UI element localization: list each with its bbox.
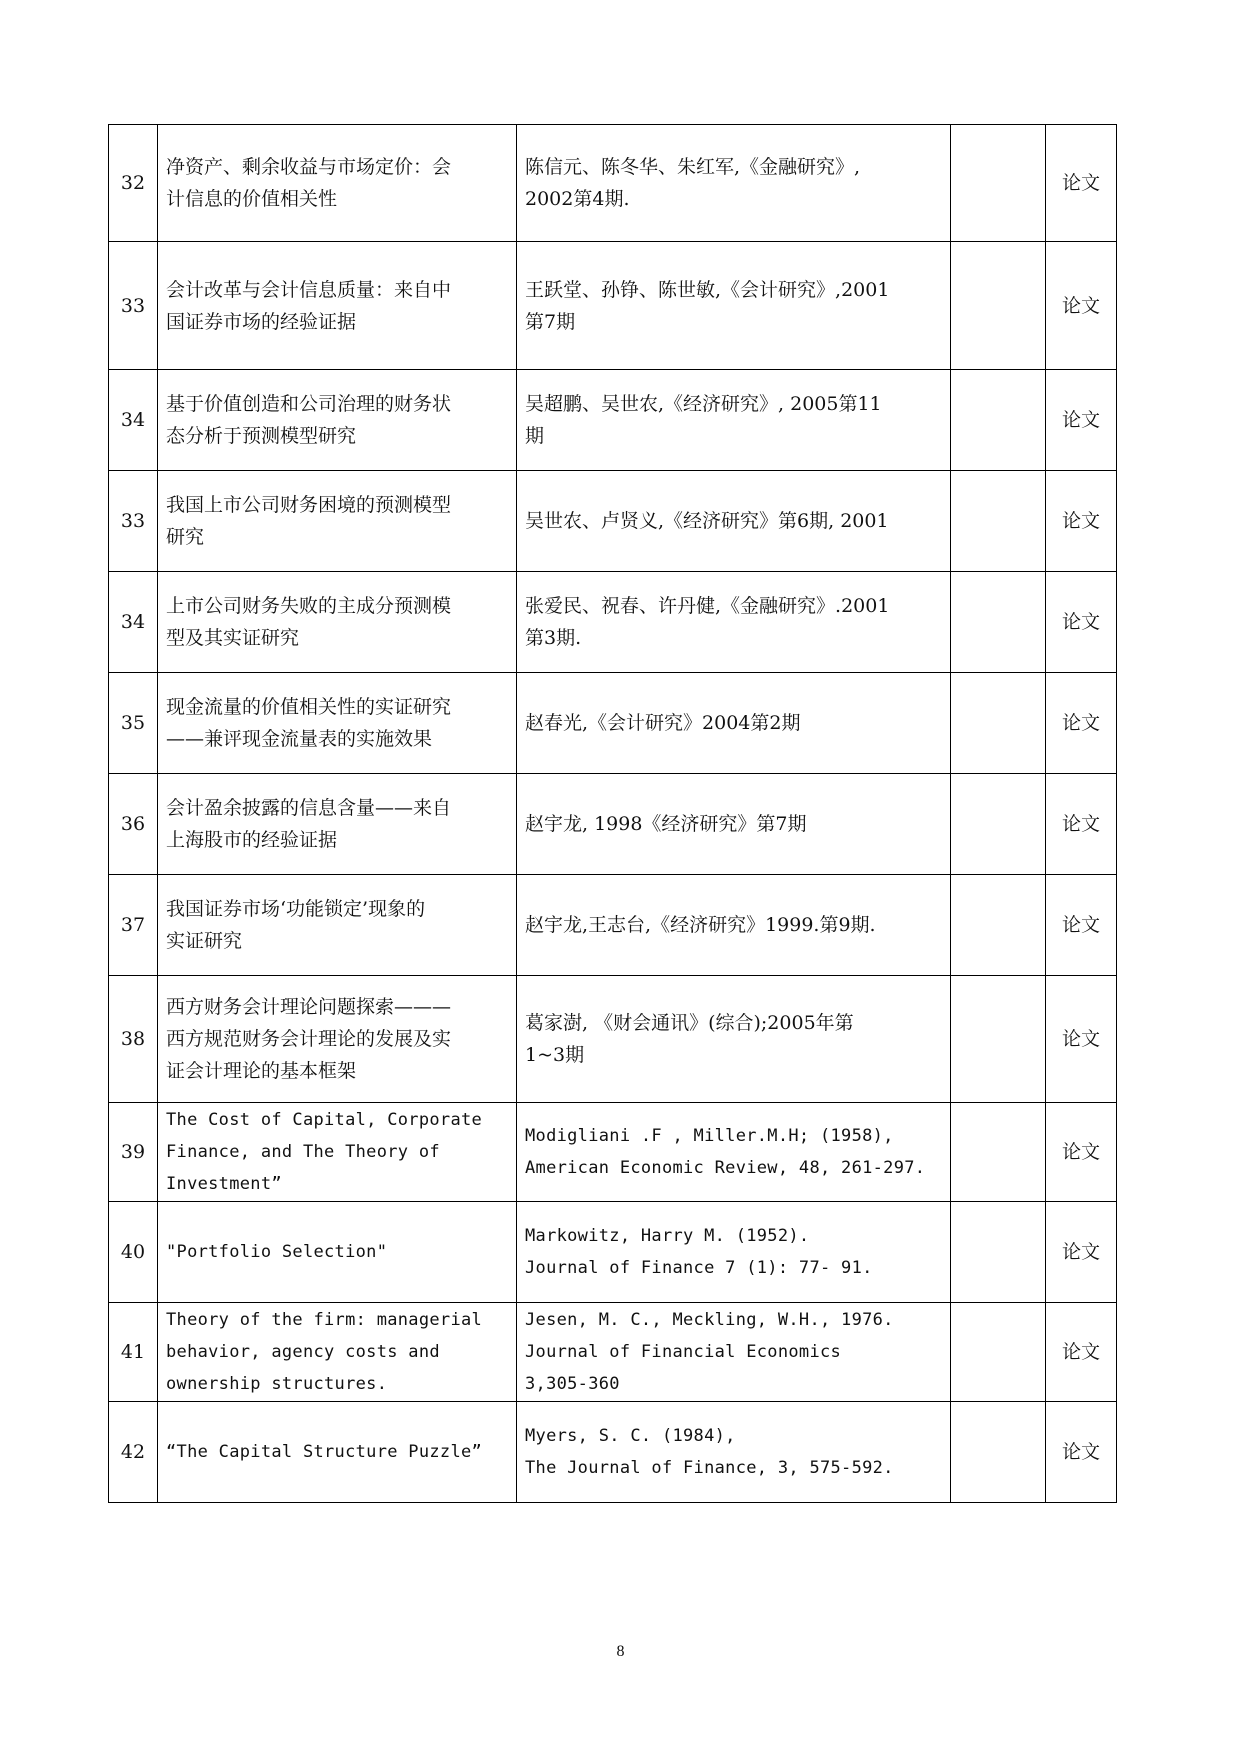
- table-row: [109, 673, 1117, 774]
- reference-title: 会计改革与会计信息质量：来自中 国证券市场的经验证据: [158, 242, 517, 370]
- table-row: [109, 242, 1117, 370]
- reference-note: [951, 976, 1046, 1103]
- reference-source: 赵宇龙,王志台,《经济研究》1999.第9期.: [517, 875, 951, 976]
- reference-title: 会计盈余披露的信息含量——来自 上海股市的经验证据: [158, 774, 517, 875]
- reference-source: 吴世农、卢贤义,《经济研究》第6期, 2001: [517, 471, 951, 572]
- row-number: 34: [109, 572, 158, 673]
- reference-note: [951, 242, 1046, 370]
- reference-title: 现金流量的价值相关性的实证研究 ——兼评现金流量表的实施效果: [158, 673, 517, 774]
- reference-type: 论文: [1046, 1202, 1117, 1303]
- reference-note: [951, 875, 1046, 976]
- reference-note: [951, 572, 1046, 673]
- reference-type: 论文: [1046, 125, 1117, 242]
- reference-note: [951, 125, 1046, 242]
- row-number: 40: [109, 1202, 158, 1303]
- reference-source: 赵春光,《会计研究》2004第2期: [517, 673, 951, 774]
- table-row: [109, 572, 1117, 673]
- reference-title: 西方财务会计理论问题探索——— 西方规范财务会计理论的发展及实 证会计理论的基本框架: [158, 976, 517, 1103]
- table-row: [109, 471, 1117, 572]
- reference-source: Modigliani .F , Miller.M.H; (1958), American Economic Review, 48, 261-297.: [517, 1103, 951, 1202]
- table-row: [109, 125, 1117, 242]
- row-number: 38: [109, 976, 158, 1103]
- reference-table-body: [109, 125, 1117, 1503]
- reference-note: [951, 471, 1046, 572]
- reference-source: Jesen, M. C., Meckling, W.H., 1976. Journal of Financial Economics 3,305-360: [517, 1303, 951, 1402]
- reference-source: 张爱民、祝春、许丹健,《金融研究》.2001 第3期.: [517, 572, 951, 673]
- reference-title: Theory of the firm: managerial behavior, agency costs and ownership structures.: [158, 1303, 517, 1402]
- reference-note: [951, 774, 1046, 875]
- table-row: [109, 875, 1117, 976]
- reference-type: 论文: [1046, 471, 1117, 572]
- reference-note: [951, 1402, 1046, 1503]
- row-number: 32: [109, 125, 158, 242]
- reference-source: 陈信元、陈冬华、朱红军,《金融研究》, 2002第4期.: [517, 125, 951, 242]
- row-number: 42: [109, 1402, 158, 1503]
- page-number: 8: [616, 1643, 625, 1660]
- reference-source: Markowitz, Harry M. (1952). Journal of Finance 7 (1): 77- 91.: [517, 1202, 951, 1303]
- reference-title: “The Capital Structure Puzzle”: [158, 1402, 517, 1503]
- row-number: 33: [109, 242, 158, 370]
- reference-note: [951, 370, 1046, 471]
- reference-type: 论文: [1046, 370, 1117, 471]
- row-number: 36: [109, 774, 158, 875]
- table-row: [109, 1103, 1117, 1202]
- reference-type: 论文: [1046, 1103, 1117, 1202]
- reference-title: 上市公司财务失败的主成分预测模 型及其实证研究: [158, 572, 517, 673]
- reference-type: 论文: [1046, 1402, 1117, 1503]
- reference-title: 净资产、剩余收益与市场定价：会 计信息的价值相关性: [158, 125, 517, 242]
- table-row: [109, 370, 1117, 471]
- row-number: 39: [109, 1103, 158, 1202]
- reference-type: 论文: [1046, 976, 1117, 1103]
- reference-title: 我国上市公司财务困境的预测模型 研究: [158, 471, 517, 572]
- reference-note: [951, 1202, 1046, 1303]
- reference-source: Myers, S. C. (1984), The Journal of Finance, 3, 575-592.: [517, 1402, 951, 1503]
- row-number: 35: [109, 673, 158, 774]
- reference-note: [951, 673, 1046, 774]
- reference-source: 葛家澍, 《财会通讯》(综合);2005年第 1~3期: [517, 976, 951, 1103]
- reference-type: 论文: [1046, 1303, 1117, 1402]
- table-row: [109, 976, 1117, 1103]
- reference-table: [108, 124, 1117, 1503]
- reference-type: 论文: [1046, 774, 1117, 875]
- reference-type: 论文: [1046, 242, 1117, 370]
- table-row: [109, 774, 1117, 875]
- reference-note: [951, 1303, 1046, 1402]
- table-row: [109, 1303, 1117, 1402]
- reference-note: [951, 1103, 1046, 1202]
- reference-source: 吴超鹏、吴世农,《经济研究》, 2005第11 期: [517, 370, 951, 471]
- reference-type: 论文: [1046, 875, 1117, 976]
- reference-type: 论文: [1046, 673, 1117, 774]
- row-number: 34: [109, 370, 158, 471]
- row-number: 33: [109, 471, 158, 572]
- reference-source: 赵宇龙, 1998《经济研究》第7期: [517, 774, 951, 875]
- reference-title: 基于价值创造和公司治理的财务状 态分析于预测模型研究: [158, 370, 517, 471]
- row-number: 41: [109, 1303, 158, 1402]
- reference-source: 王跃堂、孙铮、陈世敏,《会计研究》,2001 第7期: [517, 242, 951, 370]
- reference-title: The Cost of Capital, Corporate Finance, and The Theory of Investment”: [158, 1103, 517, 1202]
- row-number: 37: [109, 875, 158, 976]
- table-row: [109, 1202, 1117, 1303]
- reference-title: 我国证券市场‘功能锁定’现象的 实证研究: [158, 875, 517, 976]
- reference-title: "Portfolio Selection": [158, 1202, 517, 1303]
- reference-type: 论文: [1046, 572, 1117, 673]
- table-row: [109, 1402, 1117, 1503]
